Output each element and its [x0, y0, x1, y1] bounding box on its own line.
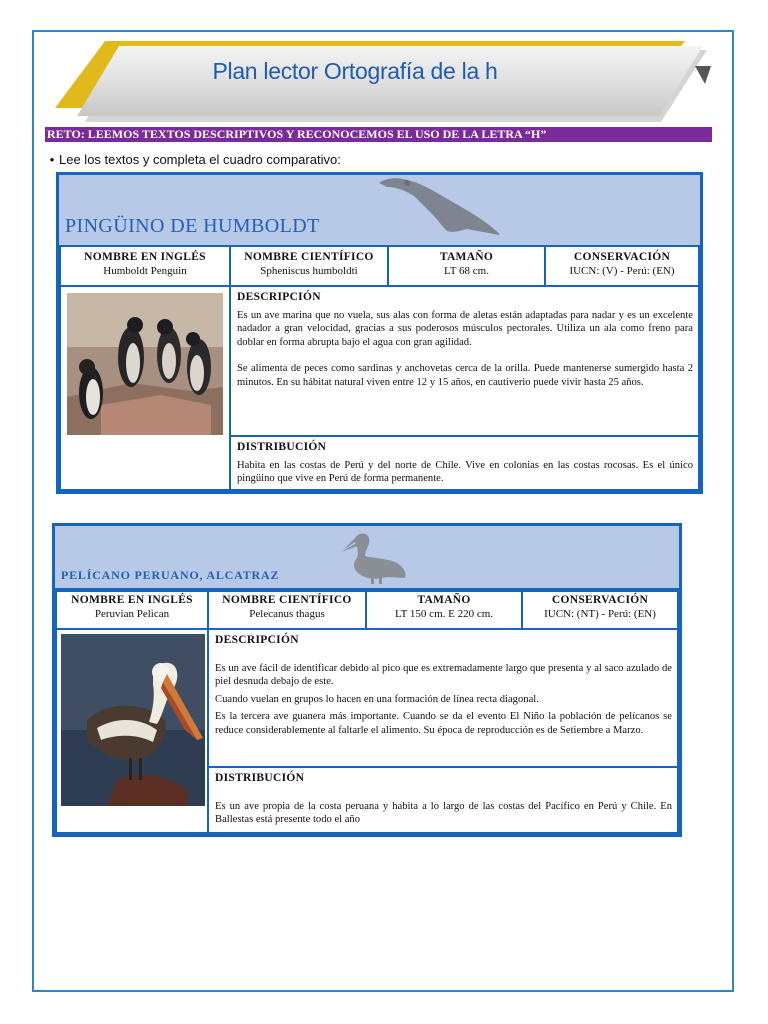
pelican-distribution-box: [207, 766, 679, 834]
penguin-title: PINGÜINO DE HUMBOLDT: [65, 215, 320, 237]
scientific-name-label: NOMBRE CIENTÍFICO: [222, 594, 352, 606]
pelican-description-paragraph-1: Es un ave fácil de identificar debido al pico que es extremadamente largo que presenta y al saco azulado de piel desnuda debajo de este.: [215, 662, 672, 687]
size-label: TAMAÑO: [439, 251, 494, 263]
penguin-size-cell: [387, 245, 546, 287]
penguin-silhouette-icon: [377, 175, 507, 239]
penguin-description-box: [229, 285, 700, 437]
english-name-label: NOMBRE EN INGLÉS: [84, 251, 206, 263]
penguin-distribution-box: [229, 435, 700, 491]
conservation-label: CONSERVACIÓN: [551, 594, 649, 606]
page-title: Plan lector Ortografía de la h: [212, 58, 498, 84]
penguin-scientific-name-cell: [229, 245, 389, 287]
pelican-title: PELÍCANO PERUANO, ALCATRAZ: [61, 568, 280, 582]
pelican-photo: [55, 628, 209, 834]
pelican-scientific-name-cell: [207, 588, 367, 630]
penguin-description-paragraph-2: Se alimenta de peces como sardinas y anchovetas cerca de la orilla. Puede mantenerse sumergido hasta 2 minutos. En su hábitat natural viven entre 12 y 15 años, en cautiverio puede vivir hasta 25 años.: [237, 363, 693, 388]
instruction: [45, 152, 341, 167]
title-banner: [55, 36, 715, 126]
penguin-description-paragraph-1: Es un ave marina que no vuela, sus alas con forma de aletas están adaptadas para nadar y es un excelente nadador a gran velocidad, gracias a sus poderosos músculos pectorales. Utiliza un ala como freno para doblar en forma abrupta bajo el agua con gran agilidad.: [237, 309, 693, 348]
instruction-text: Lee los textos y completa el cuadro comparativo:: [59, 152, 341, 167]
conservation-label: CONSERVACIÓN: [573, 251, 671, 263]
english-name-value: Peruvian Pelican: [94, 608, 170, 620]
penguin-conservation-cell: [544, 245, 700, 287]
pelican-description-paragraph-2: Cuando vuelan en grupos lo hacen en una formación de línea recta diagonal.: [215, 693, 539, 705]
pelican-size-cell: [365, 588, 523, 630]
challenge-bar: RETO: LEEMOS TEXTOS DESCRIPTIVOS Y RECONOCEMOS EL USO DE LA LETRA “H”: [45, 127, 712, 142]
english-name-value: Humboldt Penguin: [103, 265, 187, 277]
penguin-photo-image: [61, 287, 229, 489]
scientific-name-label: NOMBRE CIENTÍFICO: [244, 251, 374, 263]
pelican-description-paragraph-3: Es la tercera ave guanera más importante. Cuando se da el evento El Niño la población de pelícanos se reduce considerablemente al faltarle el alimento. Su época de reproducción es de Setiembre a Marzo.: [215, 711, 672, 736]
pelican-english-name-cell: [55, 588, 209, 630]
conservation-value: IUCN: (NT) - Perú: (EN): [544, 608, 656, 620]
conservation-value: IUCN: (V) - Perú: (EN): [569, 265, 675, 277]
pelican-conservation-cell: [521, 588, 679, 630]
distribution-label: DISTRIBUCIÓN: [237, 441, 327, 453]
description-label: DESCRIPCIÓN: [237, 291, 321, 303]
pelican-silhouette-icon: [341, 528, 411, 586]
penguin-header: [59, 175, 700, 247]
pelican-photo-image: [57, 630, 207, 832]
description-label: DESCRIPCIÓN: [215, 634, 299, 646]
pelican-card: [52, 523, 682, 837]
pelican-distribution-text: Es un ave propia de la costa peruana y habita a lo largo de las costas del Pacífico en Perú y Chile. En Ballestas está presente todo el año: [215, 800, 672, 825]
distribution-label: DISTRIBUCIÓN: [215, 772, 305, 784]
penguin-photo: [59, 285, 231, 491]
penguin-distribution-text: Habita en las costas de Perú y del norte de Chile. Vive en colonias en las costas rocosas. Es el único pingüino que vive en Perú de forma permanente.: [237, 459, 693, 484]
size-label: TAMAÑO: [417, 594, 471, 606]
bullet-icon: •: [49, 152, 55, 167]
scientific-name-value: Spheniscus humboldti: [260, 265, 358, 277]
penguin-english-name-cell: [59, 245, 231, 287]
pelican-description-box: [207, 628, 679, 768]
penguin-card: [56, 172, 703, 494]
pelican-header: [55, 526, 679, 592]
size-value: LT 68 cm.: [444, 265, 489, 277]
size-value: LT 150 cm. E 220 cm.: [394, 608, 494, 620]
english-name-label: NOMBRE EN INGLÉS: [71, 594, 193, 606]
scientific-name-value: Pelecanus thagus: [249, 608, 325, 620]
